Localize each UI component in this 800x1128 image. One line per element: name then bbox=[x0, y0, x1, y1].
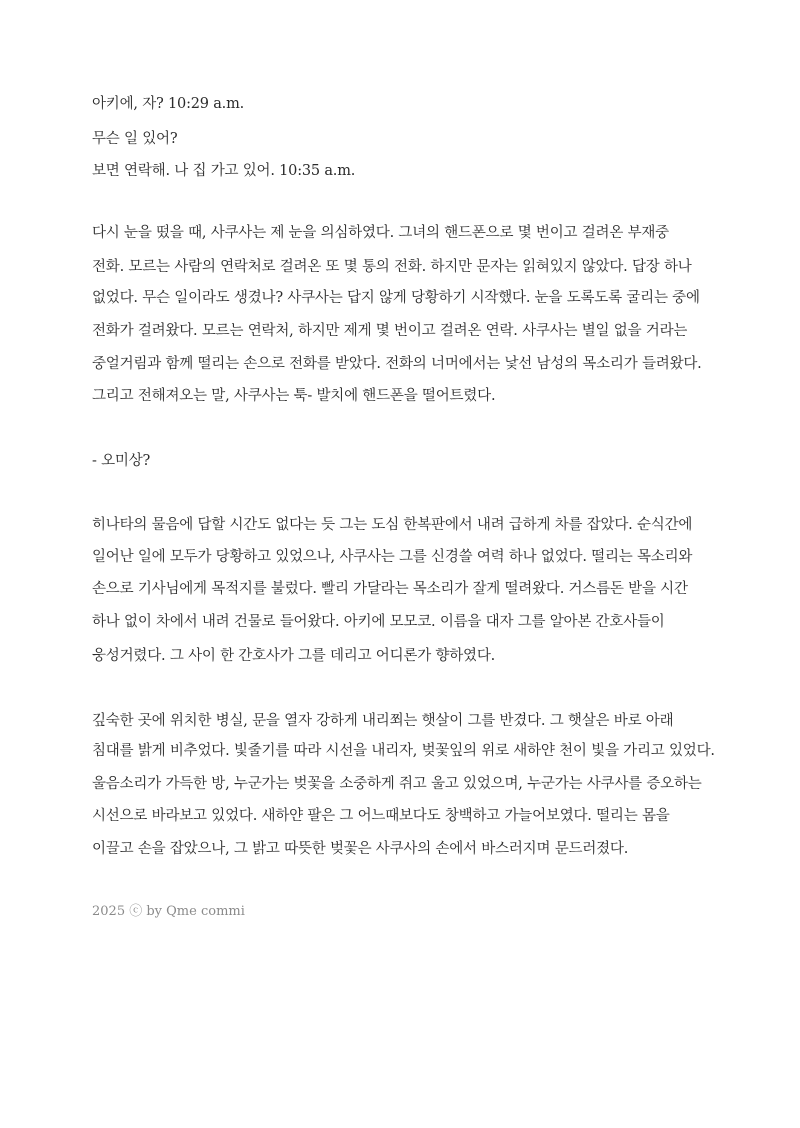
dialogue-line: - 오미상? bbox=[92, 453, 151, 469]
copyright-footer: 2025 ⓒ by Qme commi bbox=[92, 904, 245, 919]
paragraph-line: 웅성거렸다. 그 사이 한 간호사가 그를 데리고 어디론가 향하였다. bbox=[92, 648, 496, 664]
paragraph-line: 이끌고 손을 잡았으나, 그 밝고 따뜻한 벚꽃은 사쿠사의 손에서 바스러지며 문드러졌다. bbox=[92, 841, 629, 857]
message-line: 아키에, 자? 10:29 a.m. bbox=[92, 96, 245, 112]
paragraph-line: 없었다. 무슨 일이라도 생겼나? 사쿠사는 답지 않게 당황하기 시작했다. 눈을 도록도록 굴리는 중에 bbox=[92, 290, 700, 306]
paragraph-line: 울음소리가 가득한 방, 누군가는 벚꽃을 소중하게 쥐고 울고 있었으며, 누군가는 사쿠사를 증오하는 bbox=[92, 776, 702, 792]
paragraph-line: 전화. 모르는 사람의 연락처로 걸려온 또 몇 통의 전화. 하지만 문자는 읽혀있지 않았다. 답장 하나 bbox=[92, 259, 692, 275]
paragraph-line: 시선으로 바라보고 있었다. 새하얀 팔은 그 어느때보다도 창백하고 가늘어보였다. 떨리는 몸을 bbox=[92, 808, 670, 824]
message-line: 무슨 일 있어? bbox=[92, 131, 178, 147]
paragraph-line: 손으로 기사님에게 목적지를 불렀다. 빨리 가달라는 목소리가 잘게 떨려왔다. 거스름돈 받을 시간 bbox=[92, 581, 688, 597]
paragraph-line: 일어난 일에 모두가 당황하고 있었으나, 사쿠사는 그를 신경쓸 여력 하나 없었다. 떨리는 목소리와 bbox=[92, 549, 693, 565]
paragraph-line: 히나타의 물음에 답할 시간도 없다는 듯 그는 도심 한복판에서 내려 급하게 차를 잡았다. 순식간에 bbox=[92, 517, 693, 533]
paragraph-line: 중얼거림과 함께 떨리는 손으로 전화를 받았다. 전화의 너머에서는 낯선 남성의 목소리가 들려왔다. bbox=[92, 356, 702, 372]
paragraph-line: 그리고 전해져오는 말, 사쿠사는 툭- 발치에 핸드폰을 떨어트렸다. bbox=[92, 388, 496, 404]
paragraph-line: 침대를 밝게 비추었다. 빛줄기를 따라 시선을 내리자, 벚꽃잎의 위로 새하얀 천이 빛을 가리고 있었다. bbox=[92, 743, 715, 759]
paragraph-line: 하나 없이 차에서 내려 건물로 들어왔다. 아키에 모모코. 이름을 대자 그를 알아본 간호사들이 bbox=[92, 614, 665, 630]
message-line: 보면 연락해. 나 집 가고 있어. 10:35 a.m. bbox=[92, 163, 356, 179]
paragraph-line: 다시 눈을 떴을 때, 사쿠사는 제 눈을 의심하였다. 그녀의 핸드폰으로 몇 번이고 걸려온 부재중 bbox=[92, 225, 669, 241]
paragraph-line: 깊숙한 곳에 위치한 병실, 문을 열자 강하게 내리쬐는 햇살이 그를 반겼다. 그 햇살은 바로 아래 bbox=[92, 713, 674, 729]
paragraph-line: 전화가 걸려왔다. 모르는 연락처, 하지만 제게 몇 번이고 걸려온 연락. 사쿠사는 별일 없을 거라는 bbox=[92, 323, 688, 339]
